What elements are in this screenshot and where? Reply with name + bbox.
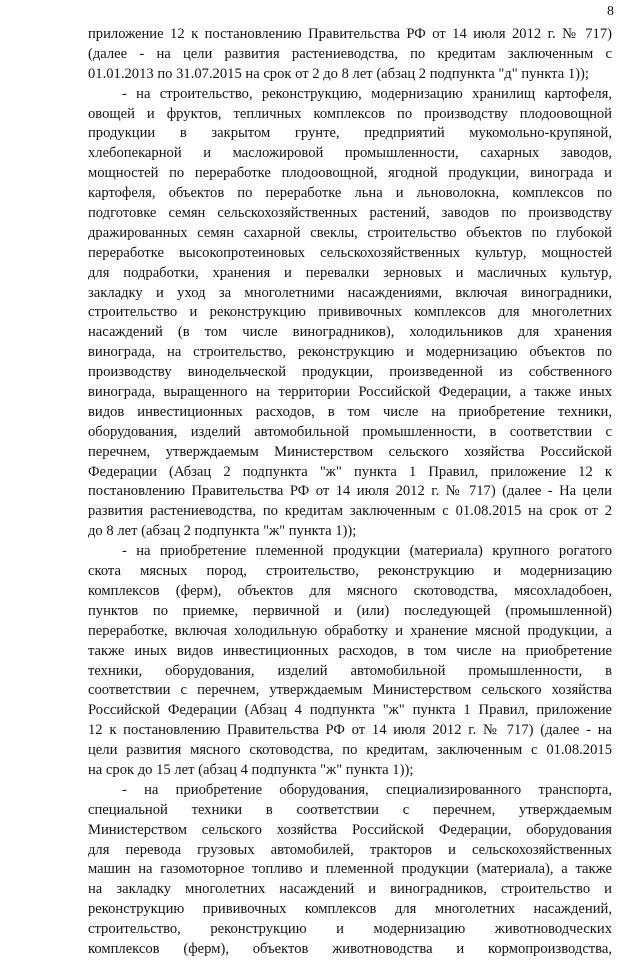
text-line: подготовке семян сельскохозяйственных растений, заводов по производству (88, 205, 612, 222)
text-line: мощностей по переработке плодоовощной, ягодной продукции, винограда и (88, 165, 612, 182)
text-line: комплексов (ферм), объектов для мясного скотоводства, мясохладобоен, (88, 582, 612, 599)
text-line: до 8 лет (абзац 2 подпункта "ж" пункта 1)); (88, 523, 357, 540)
text-line: строительство, реконструкцию и модернизацию животноводческих (88, 921, 612, 938)
text-line: дражированных семян сахарной свеклы, строительство объектов по глубокой (88, 224, 612, 241)
document-body (88, 25, 612, 960)
text-line: на закладку многолетних насаждений и виноградников, строительство и (88, 881, 612, 898)
text-line: для подработки, хранения и перевалки зерновых и масличных культур, (88, 264, 612, 281)
text-line: видов инвестиционных расходов, в том числе на приобретение техники, (88, 403, 612, 420)
page-number: 8 (607, 4, 614, 19)
text-line: техники, оборудования, изделий автомобильной промышленности, в (88, 662, 612, 679)
text-line: продукции в закрытом грунте, предприятий мукомольно-крупяной, (88, 125, 612, 142)
text-line: машин на газомоторное топливо и племенной продукции (материала), а также (88, 861, 612, 878)
text-line: винограда, выращенного на территории Российской Федерации, а также иных (88, 384, 612, 401)
text-line: насаждений (в том числе виноградников), холодильников для хранения (88, 324, 612, 341)
text-line: Российской Федерации (Абзац 4 подпункта "ж" пункта 1 Правил, приложение (88, 702, 612, 719)
text-line: развития растениеводства, по кредитам заключенным с 01.08.2015 на срок от 2 (88, 503, 612, 520)
text-line: - на строительство, реконструкцию, модернизацию хранилищ картофеля, (122, 85, 612, 102)
text-line: хлебопекарной и масложировой промышленности, сахарных заводов, (88, 145, 612, 162)
text-line: специальной техники в соответствии с перечнем, утверждаемым (88, 801, 612, 818)
text-line: Федерации (Абзац 2 подпункта "ж" пункта 1 Правил, приложение 12 к (88, 463, 612, 480)
text-line: пунктов по приемке, первичной и (или) последующей (промышленной) (88, 602, 612, 619)
text-line: овощей и фруктов, тепличных комплексов по производству плодоовощной (88, 105, 612, 122)
text-line: постановлению Правительства РФ от 14 июля 2012 г. № 717) (далее - На цели (88, 483, 612, 500)
text-line: на срок до 15 лет (абзац 4 подпункта "ж" пункта 1)); (88, 761, 414, 778)
text-line: - на приобретение племенной продукции (материала) крупного рогатого (122, 543, 612, 560)
text-line: - на приобретение оборудования, специализированного транспорта, (122, 781, 612, 798)
text-line: комплексов (ферм), объектов животноводства и кормопроизводства, (88, 940, 612, 957)
text-line: закладку и уход за многолетними насаждениями, включая виноградники, (88, 284, 612, 301)
text-line: приложение 12 к постановлению Правительства РФ от 14 июля 2012 г. № 717) (88, 26, 612, 42)
text-line: (далее - на цели развития растениеводства, по кредитам заключенным с (88, 45, 612, 62)
text-line: картофеля, объектов по переработке льна и льноволокна, комплексов по (88, 185, 612, 202)
text-line: оборудования, изделий автомобильной промышленности, в соответствии с (88, 423, 612, 440)
text-line: соответствии с перечнем, утверждаемым Министерством сельского хозяйства (88, 682, 612, 699)
text-line: реконструкцию прививочных комплексов для многолетних насаждений, (88, 901, 612, 918)
text-line: переработке высокопротеиновых сельскохозяйственных культур, мощностей (88, 244, 612, 261)
text-line: винограда, на строительство, реконструкцию и модернизацию объектов по (88, 344, 612, 361)
text-line: строительство и реконструкцию прививочных комплексов для многолетних (88, 304, 612, 321)
text-line: скота мясных пород, строительство, реконструкцию и модернизацию (88, 563, 612, 580)
text-line: также иных видов инвестиционных расходов, в том числе на приобретение (88, 642, 612, 659)
text-line: Министерством сельского хозяйства Российской Федерации, оборудования (88, 821, 612, 838)
text-line: производству винодельческой продукции, произведенной из собственного (88, 364, 612, 381)
text-line: цели развития мясного скотоводства, по кредитам, заключенным с 01.08.2015 (88, 742, 612, 759)
text-line: для перевода грузовых автомобилей, тракторов и сельскохозяйственных (88, 841, 612, 858)
text-line: переработке, включая холодильную обработку и хранение мясной продукции, а (88, 622, 612, 639)
text-line: 12 к постановлению Правительства РФ от 14 июля 2012 г. № 717) (далее - на (88, 722, 612, 739)
text-line: 01.01.2013 по 31.07.2015 на срок от 2 до 8 лет (абзац 2 подпункта "д" пункта 1)); (88, 65, 589, 82)
text-line: перечнем, утверждаемым Министерством сельского хозяйства Российской (88, 443, 612, 460)
